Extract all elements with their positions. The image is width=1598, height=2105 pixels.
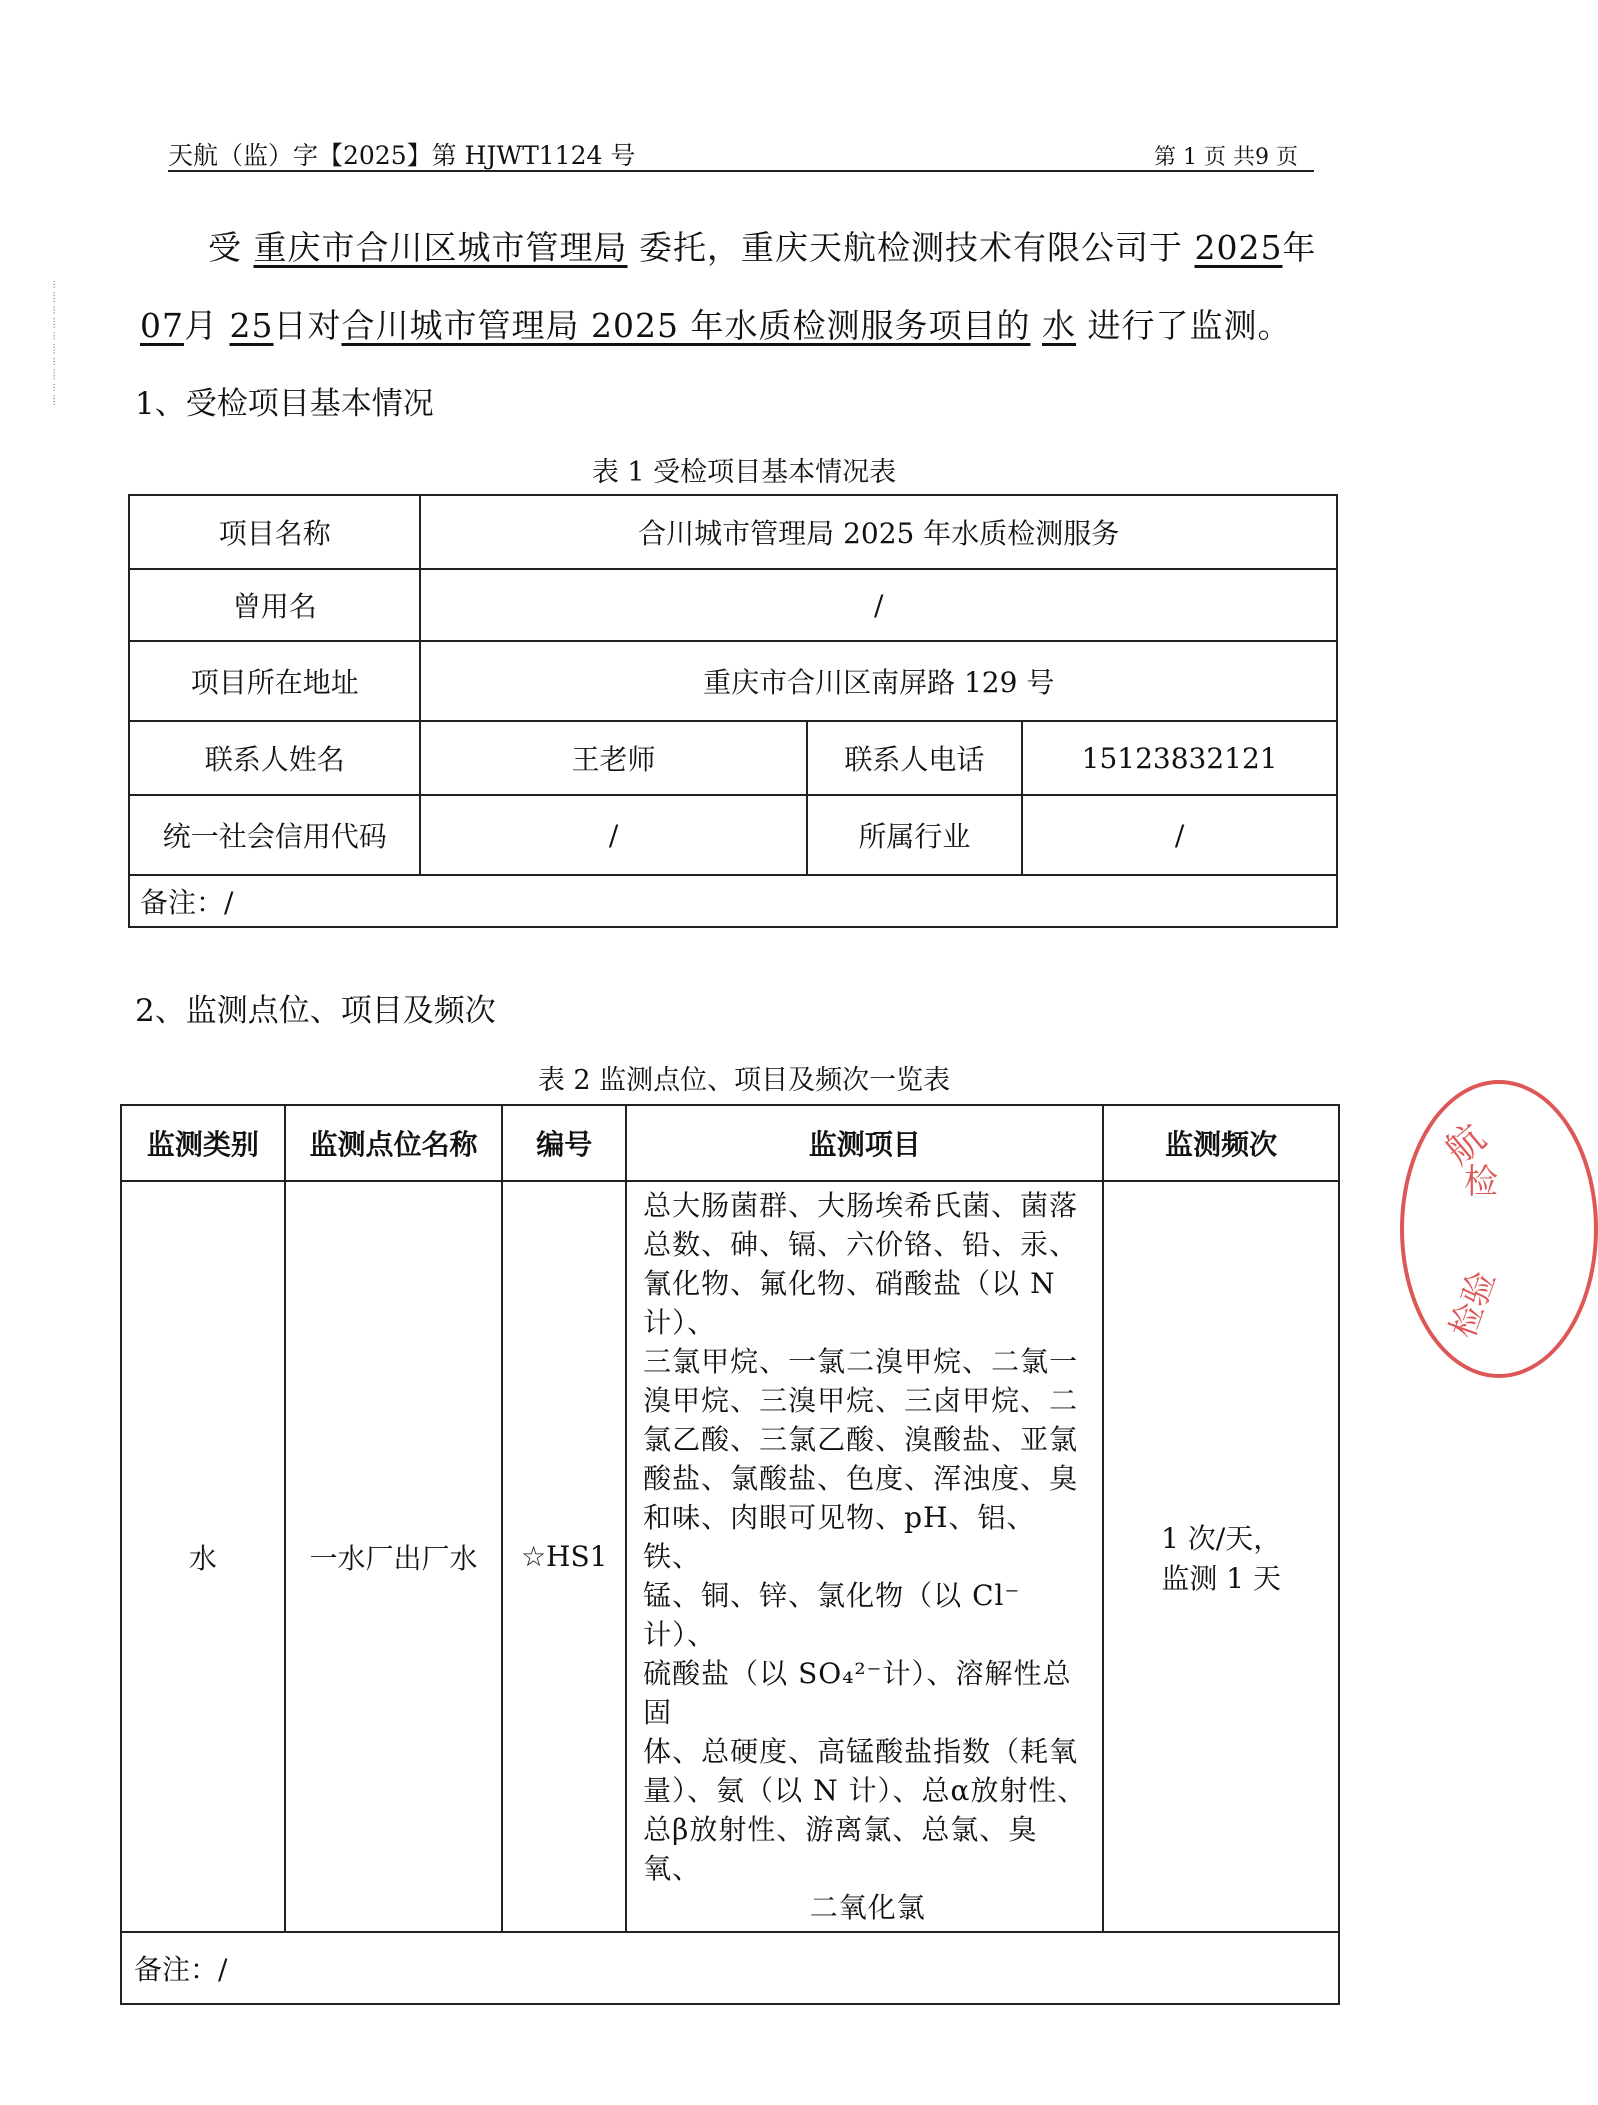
- col-header-items: 监测项目: [626, 1105, 1103, 1181]
- value-former-name: /: [420, 569, 1337, 641]
- cell-category: 水: [121, 1181, 285, 1932]
- value-project-name: 合川城市管理局 2025 年水质检测服务: [420, 495, 1337, 569]
- intro-line-2: 07月 25日对合川城市管理局 2025 年水质检测服务项目的 水 进行了监测。: [140, 306, 1292, 345]
- intro-line-1: 受 重庆市合川区城市管理局 委托，重庆天航检测技术有限公司于 2025年: [208, 228, 1317, 267]
- label-credit-code: 统一社会信用代码: [129, 795, 420, 875]
- table-1-remark: 备注：/: [129, 875, 1337, 927]
- client-name: 重庆市合川区城市管理局: [253, 228, 628, 267]
- value-address: 重庆市合川区南屏路 129 号: [420, 641, 1337, 721]
- monitoring-table: [120, 1104, 1340, 2005]
- value-contact: 王老师: [420, 721, 806, 795]
- table-2-caption: 表 2 监测点位、项目及频次一览表: [537, 1065, 951, 1096]
- label-former-name: 曾用名: [129, 569, 420, 641]
- page-header: [168, 130, 1314, 172]
- col-header-category: 监测类别: [121, 1105, 285, 1181]
- section-2-heading: 2、监测点位、项目及频次: [135, 993, 496, 1029]
- seal-stamp: 航 检 检验: [1400, 1080, 1488, 1380]
- label-project-name: 项目名称: [129, 495, 420, 569]
- table-row: [121, 1181, 1339, 1932]
- cell-site: 一水厂出厂水: [285, 1181, 503, 1932]
- page-indicator: 第 1 页 共9 页: [1154, 145, 1298, 170]
- table-1-caption: 表 1 受检项目基本情况表: [591, 457, 897, 488]
- year: 2025: [1194, 228, 1283, 267]
- label-contact: 联系人姓名: [129, 721, 420, 795]
- cell-items: 总大肠菌群、大肠埃希氏菌、菌落 总数、砷、镉、六价铬、铅、汞、 氰化物、氟化物、硝酸盐（以 N 计）、 三氯甲烷、一氯二溴甲烷、二氯一 溴甲烷、三溴甲烷、三卤甲烷、二 氯乙酸、三氯乙酸、溴酸盐、亚氯 酸盐、氯酸盐、色度、浑浊度、臭 和味、肉眼可见物、pH、铝、铁、 锰、铜、锌、氯化物（以 Cl⁻计）、 硫酸盐（以 SO₄²⁻计）、溶解性总固 体、总硬度、高锰酸盐指数（耗氧 量）、氨（以 N 计）、总α放射性、 总β放射性、游离氯、总氯、臭氧、 二氧化氯: [626, 1181, 1103, 1932]
- table-2-remark: 备注：/: [121, 1932, 1339, 2004]
- value-industry: /: [1022, 795, 1337, 875]
- cell-frequency: 1 次/天， 监测 1 天: [1103, 1181, 1339, 1932]
- label-phone: 联系人电话: [807, 721, 1023, 795]
- col-header-site: 监测点位名称: [285, 1105, 503, 1181]
- project-name: 合川城市管理局 2025 年水质检测服务项目的: [341, 306, 1031, 345]
- section-1-heading: 1、受检项目基本情况: [135, 386, 434, 422]
- label-industry: 所属行业: [807, 795, 1023, 875]
- cell-code: ☆HS1: [502, 1181, 626, 1932]
- monitored-object: 水: [1041, 306, 1076, 345]
- col-header-code: 编号: [502, 1105, 626, 1181]
- month: 07: [140, 306, 184, 345]
- basic-info-table: [128, 494, 1338, 928]
- label-address: 项目所在地址: [129, 641, 420, 721]
- value-credit-code: /: [420, 795, 806, 875]
- document-number: 天航（监）字【2025】第 HJWT1124 号: [168, 141, 636, 170]
- day: 25: [229, 306, 274, 345]
- col-header-frequency: 监测频次: [1103, 1105, 1339, 1181]
- value-phone: 15123832121: [1022, 721, 1337, 795]
- binding-margin-text: ··· ···· ··· ···· ··· ···· ··· ···· ··· ····: [48, 280, 58, 406]
